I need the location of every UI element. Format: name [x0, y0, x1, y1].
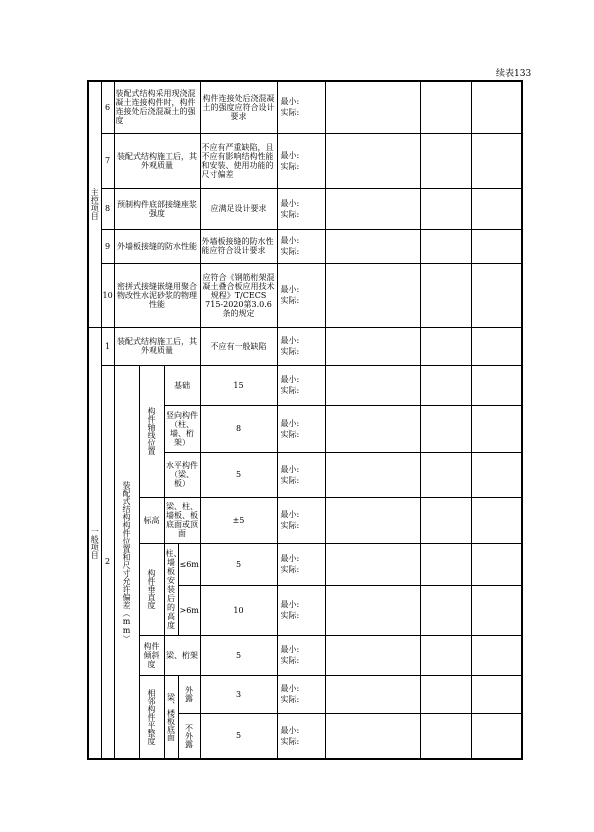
blank-cell[interactable] [325, 585, 420, 635]
measure-cell[interactable]: 最小: 实际: [277, 188, 325, 229]
blank-cell[interactable] [420, 229, 471, 263]
blank-cell[interactable] [471, 365, 522, 405]
table-row [88, 543, 522, 585]
allow-value: 8 [200, 405, 277, 452]
blank-cell[interactable] [325, 543, 420, 585]
plumb-desc: 柱、墙板安装后的高度 [164, 543, 178, 635]
item-name: 装配式结构施工后，其外观质量 [114, 133, 200, 188]
flatness-desc: 梁、楼板底面 [164, 675, 178, 759]
blank-cell[interactable] [420, 133, 471, 188]
group-general: 一般项目 [88, 327, 101, 759]
table-row [88, 497, 522, 543]
axis-vertical: 竖向构件（柱、墙、桁架） [164, 405, 200, 452]
table-row [88, 327, 522, 365]
axis-foundation: 基础 [164, 365, 200, 405]
measure-cell[interactable]: 最小: 实际: [277, 713, 325, 759]
table-row [88, 365, 522, 405]
blank-cell[interactable] [471, 585, 522, 635]
blank-cell[interactable] [325, 229, 420, 263]
axis-horizontal: 水平构件（梁、板） [164, 452, 200, 497]
measure-cell[interactable]: 最小: 实际: [277, 263, 325, 327]
item-name: 预制构件底部接缝座浆强度 [114, 188, 200, 229]
cat-axis: 构件轴线位置 [139, 365, 164, 497]
plumb-gt6: >6m [178, 585, 200, 635]
blank-cell[interactable] [325, 497, 420, 543]
flat-exposed: 外露 [178, 675, 200, 713]
measure-cell[interactable]: 最小: 实际: [277, 635, 325, 675]
allow-value: 3 [200, 675, 277, 713]
blank-cell[interactable] [471, 81, 522, 133]
row-no: 2 [101, 365, 114, 759]
blank-cell[interactable] [325, 188, 420, 229]
continuation-label: 续表133 [496, 69, 532, 79]
blank-cell[interactable] [325, 263, 420, 327]
item-requirement: 不应有一般缺陷 [200, 327, 277, 365]
blank-cell[interactable] [325, 675, 420, 713]
blank-cell[interactable] [420, 188, 471, 229]
table-row [88, 229, 522, 263]
row-no: 6 [101, 81, 114, 133]
blank-cell[interactable] [420, 635, 471, 675]
deviation-title: 装配式结构构件位置和尺寸允许偏差（mm） [114, 365, 139, 759]
blank-cell[interactable] [325, 713, 420, 759]
table-row [88, 188, 522, 229]
measure-cell[interactable]: 最小: 实际: [277, 543, 325, 585]
measure-cell[interactable]: 最小: 实际: [277, 585, 325, 635]
blank-cell[interactable] [471, 497, 522, 543]
cat-plumb: 构件垂直度 [139, 543, 164, 635]
table-row [88, 81, 522, 133]
item-requirement: 构件连接处后浇混凝土的强度应符合设计要求 [200, 81, 277, 133]
blank-cell[interactable] [471, 263, 522, 327]
item-name: 密拼式接缝嵌缝用聚合物改性水泥砂浆的物理性能 [114, 263, 200, 327]
blank-cell[interactable] [471, 405, 522, 452]
cat-tilt: 构件倾斜度 [139, 635, 164, 675]
blank-cell[interactable] [325, 365, 420, 405]
blank-cell[interactable] [471, 188, 522, 229]
row-no: 9 [101, 229, 114, 263]
blank-cell[interactable] [471, 713, 522, 759]
allow-value: 5 [200, 543, 277, 585]
measure-cell[interactable]: 最小: 实际: [277, 133, 325, 188]
flat-unexposed: 不外露 [178, 713, 200, 759]
blank-cell[interactable] [471, 229, 522, 263]
blank-cell[interactable] [471, 675, 522, 713]
item-requirement: 应满足设计要求 [200, 188, 277, 229]
item-requirement: 外墙板接缝的防水性能应符合设计要求 [200, 229, 277, 263]
blank-cell[interactable] [471, 543, 522, 585]
blank-cell[interactable] [420, 452, 471, 497]
blank-cell[interactable] [325, 452, 420, 497]
row-no: 7 [101, 133, 114, 188]
blank-cell[interactable] [471, 452, 522, 497]
blank-cell[interactable] [420, 713, 471, 759]
row-no: 1 [101, 327, 114, 365]
blank-cell[interactable] [420, 81, 471, 133]
item-requirement: 不应有严重缺陷，且不应有影响结构性能和安装、使用功能的尺寸偏差 [200, 133, 277, 188]
blank-cell[interactable] [325, 327, 420, 365]
row-no: 10 [101, 263, 114, 327]
blank-cell[interactable] [420, 497, 471, 543]
allow-value: ±5 [200, 497, 277, 543]
table-row [88, 263, 522, 327]
blank-cell[interactable] [420, 543, 471, 585]
row-no: 8 [101, 188, 114, 229]
item-requirement: 应符合《钢筋桁架混凝土叠合板应用技术规程》T/CECS 715-2020第3.0.6条的规定 [200, 263, 277, 327]
allow-value: 5 [200, 713, 277, 759]
item-name: 装配式结构施工后，其外观质量 [114, 327, 200, 365]
blank-cell[interactable] [471, 635, 522, 675]
measure-cell[interactable]: 最小: 实际: [277, 365, 325, 405]
measure-cell[interactable]: 最小: 实际: [277, 229, 325, 263]
blank-cell[interactable] [420, 327, 471, 365]
blank-cell[interactable] [325, 635, 420, 675]
blank-cell[interactable] [420, 365, 471, 405]
blank-cell[interactable] [420, 585, 471, 635]
measure-cell[interactable]: 最小: 实际: [277, 675, 325, 713]
measure-cell[interactable]: 最小: 实际: [277, 405, 325, 452]
blank-cell[interactable] [325, 81, 420, 133]
allow-value: 5 [200, 635, 277, 675]
elevation-desc: 梁、柱、墙板、板底面或顶面 [164, 497, 200, 543]
measure-cell[interactable]: 最小: 实际: [277, 81, 325, 133]
item-name: 装配式结构采用现浇混凝土连接构件时，构件连接处后浇混凝土的强度 [114, 81, 200, 133]
allow-value: 15 [200, 365, 277, 405]
blank-cell[interactable] [420, 405, 471, 452]
blank-cell[interactable] [471, 327, 522, 365]
inspection-table [87, 80, 523, 760]
cat-elevation: 标高 [139, 497, 164, 543]
blank-cell[interactable] [420, 675, 471, 713]
table-row [88, 635, 522, 675]
blank-cell[interactable] [325, 133, 420, 188]
blank-cell[interactable] [420, 263, 471, 327]
group-main: 主控项目 [88, 81, 101, 327]
item-name: 外墙板接缝的防水性能 [114, 229, 200, 263]
table-row [88, 133, 522, 188]
blank-cell[interactable] [471, 133, 522, 188]
allow-value: 10 [200, 585, 277, 635]
measure-cell[interactable]: 最小: 实际: [277, 497, 325, 543]
allow-value: 5 [200, 452, 277, 497]
measure-cell[interactable]: 最小: 实际: [277, 452, 325, 497]
tilt-desc: 梁、桁架 [164, 635, 200, 675]
blank-cell[interactable] [325, 405, 420, 452]
table-row [88, 675, 522, 713]
cat-flatness: 相邻构件平整度 [139, 675, 164, 759]
measure-cell[interactable]: 最小: 实际: [277, 327, 325, 365]
plumb-le6: ≤6m [178, 543, 200, 585]
